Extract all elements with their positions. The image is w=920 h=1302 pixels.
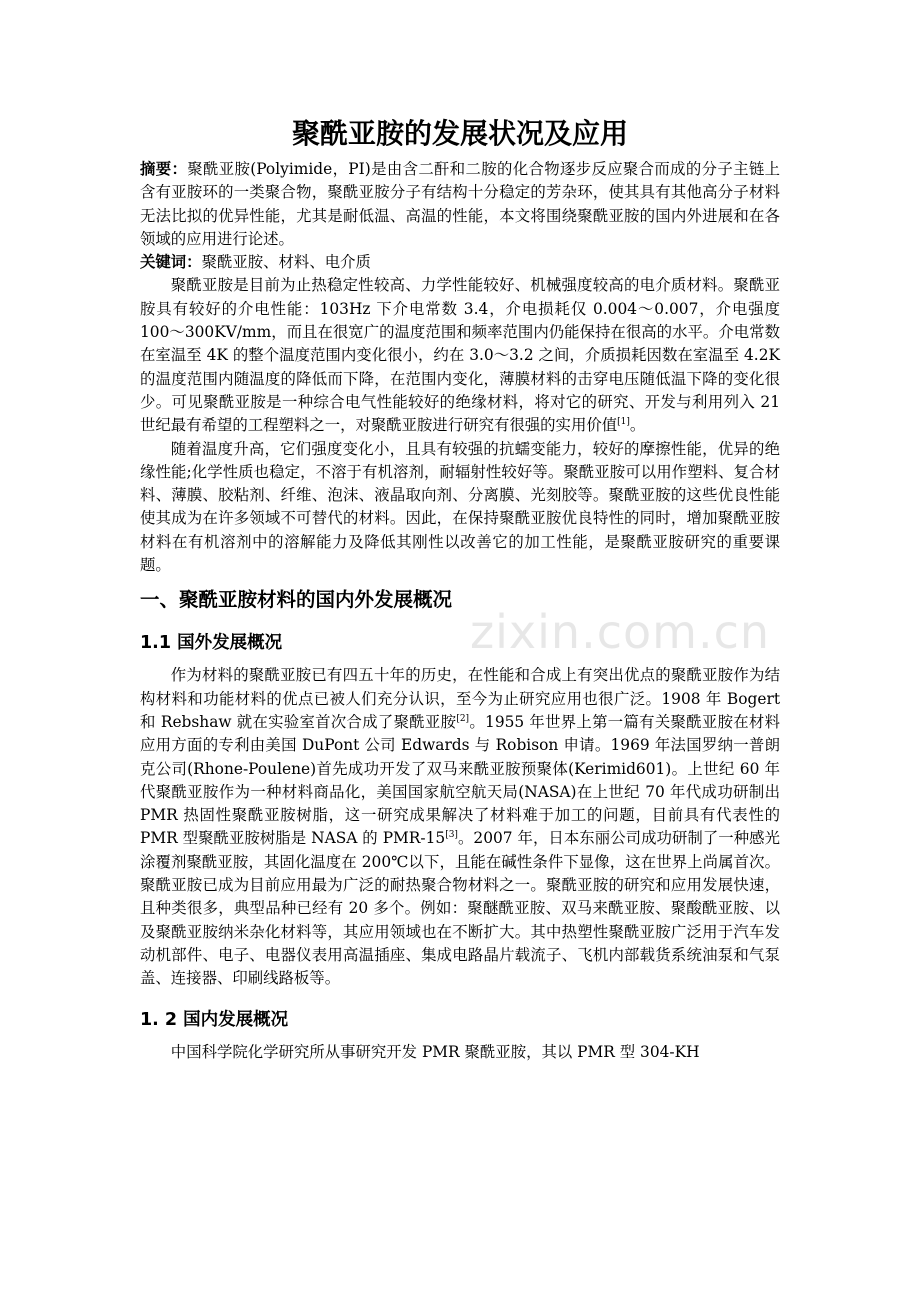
paragraph-foreign-development bbox=[140, 664, 780, 990]
paragraph-text: 。2007 年，日本东丽公司成功研制了一种感光涂覆剂聚酰亚胺，其固化温度在 200℃以下，且能在碱性条件下显像，这在世界上尚属首次。聚酰亚胺已成为目前应用最为广泛的耐热聚合物材料之一。聚酰亚胺的研究和应用发展快速，且种类很多，典型品种已经有 20 多个。例如：聚醚酰亚胺、双马来酰亚胺、聚酸酰亚胺、以及聚酰亚胺纳米杂化材料等，其应用领域也在不断扩大。其中热塑性聚酰亚胺广泛用于汽车发动机部件、电子、电器仪表用高温插座、集成电路晶片载流子、飞机内部载货系统油泵和气泵盖、连接器、印刷线路板等。 bbox=[140, 829, 781, 988]
subsection-heading-1-2: 1. 2 国内发展概况 bbox=[140, 1009, 289, 1030]
paragraph-intro-2: 随着温度升高，它们强度变化小，且具有较强的抗蠕变能力，较好的摩擦性能，优异的绝缘性能;化学性质也稳定，不溶于有机溶剂，耐辐射性较好等。聚酰亚胺可以用作塑料、复合材料、薄膜、胶粘剂、纤维、泡沫、液晶取向剂、分离膜、光刻胶等。聚酰亚胺的这些优良性能使其成为在许多领域不可替代的材料。因此，在保持聚酰亚胺优良特性的同时，增加聚酰亚胺材料在有机溶剂中的溶解能力及降低其刚性以改善它的加工性能，是聚酰亚胺研究的重要课题。 bbox=[140, 439, 780, 575]
paragraph-intro-1 bbox=[140, 274, 780, 437]
document-page bbox=[140, 112, 780, 1064]
section-heading-1: 一、聚酰亚胺材料的国内外发展概况 bbox=[140, 588, 453, 612]
watermark: zixin.com.cn bbox=[470, 605, 771, 659]
citation-ref: [1] bbox=[617, 417, 630, 428]
paragraph-text: 聚酰亚胺是目前为止热稳定性较高、力学性能较好、机械强度较高的电介质材料。聚酰亚胺具有较好的介电性能：103Hz 下介电常数 3.4，介电损耗仅 0.004～0.007，介电强度 100～300KV/mm，而且在很宽广的温度范围和频率范围内仍能保持在很高的水平。介电常数在室温至 4K 的整个温度范围内变化很小，约在 3.0～3.2 之间，介质损耗因数在室温至 4.2K 的温度范围内随温度的降低而下降，在范围内变化，薄膜材料的击穿电压随低温下降的变化很少。可见聚酰亚胺是一种综合电气性能较好的绝缘材料，将对它的研究、开发与利用列入 21 世纪最有希望的工程塑料之一，对聚酰亚胺进行研究有很强的实用价值 bbox=[140, 276, 780, 435]
keywords-label: 关键词： bbox=[140, 253, 202, 272]
abstract-label: 摘要： bbox=[140, 160, 188, 178]
abstract-text: 聚酰亚胺(Polyimide，PI)是由含二酐和二胺的化合物逐步反应聚合而成的分子主链上含有亚胺环的一类聚合物，聚酰亚胺分子有结构十分稳定的芳杂环，使其具有其他高分子材料无法比拟的优异性能，尤其是耐低温、高温的性能，本文将围绕聚酰亚胺的国内外进展和在各领域的应用进行论述。 bbox=[140, 160, 780, 248]
paragraph-domestic-development: 中国科学院化学研究所从事研究开发 PMR 聚酰亚胺，其以 PMR 型 304-KH bbox=[170, 1042, 700, 1061]
keywords-text: 聚酰亚胺、材料、电介质 bbox=[201, 253, 371, 272]
paragraph-text: 作为材料的聚酰亚胺已有四五十年的历史，在性能和合成上有突出优点的聚酰亚胺作为结构材料和功能材料的优点已被人们充分认识，至今为止研究应用也很广泛。1908 年 Bogert 和 Rebshaw 就在实验室首次合成了聚酰亚胺 bbox=[140, 666, 780, 731]
document-title: 聚酰亚胺的发展状况及应用 bbox=[291, 117, 628, 150]
abstract bbox=[140, 158, 780, 251]
citation-ref: [2] bbox=[456, 713, 470, 724]
subsection-heading-1-1: 1.1 国外发展概况 bbox=[140, 633, 283, 654]
keywords bbox=[140, 251, 780, 274]
paragraph-end: 。 bbox=[629, 416, 646, 435]
paragraph-text: 。1955 年世界上第一篇有关聚酰亚胺在材料应用方面的专利由美国 DuPont 公司 Edwards 与 Robison 申请。1969 年法国罗纳一普朗克公司(Rhone-Poulene)首先成功开发了双马来酰亚胺预聚体(Kerimid601)。上世纪 60 年代聚酰亚胺作为一种材料商品化，美国国家航空航天局(NASA)在上世纪 70 年代成功研制出 PMR 热固性聚酰亚胺树脂，这一研究成果解决了材料难于加工的问题，目前具有代表性的 PMR 型聚酰亚胺树脂是 NASA 的 PMR-15 bbox=[140, 712, 781, 848]
citation-ref: [3] bbox=[445, 830, 458, 841]
